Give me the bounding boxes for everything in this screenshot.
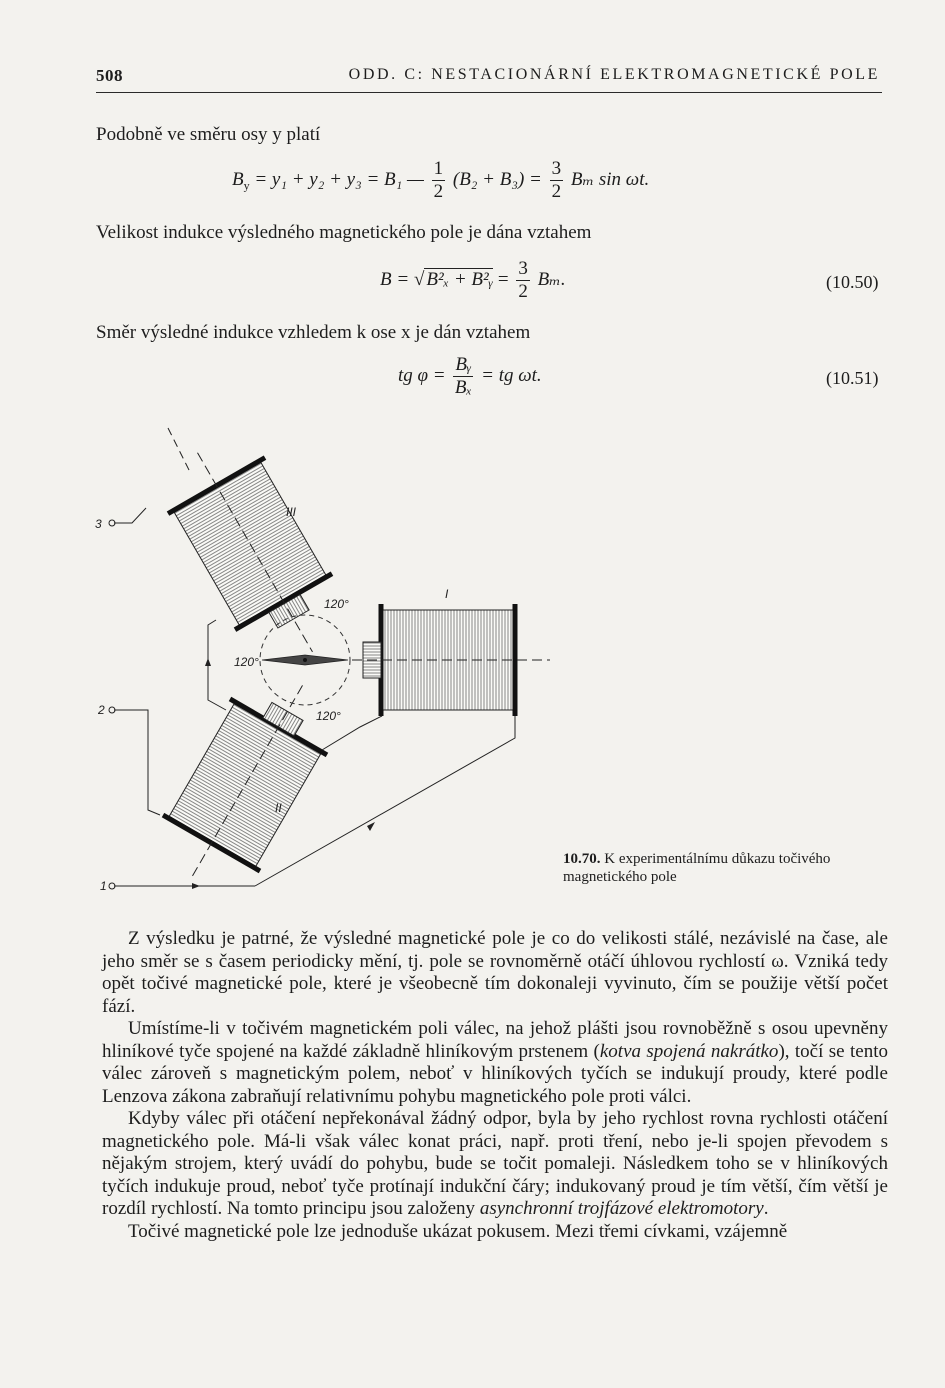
- label-angle-a: 120°: [324, 597, 349, 611]
- eq-b-frac: $\frac{3}{2}$: [518, 258, 528, 302]
- caption-number: 10.70.: [563, 851, 601, 867]
- intro-dir-text: Směr výsledné indukce vzhledem k ose x je dán vztahem: [96, 322, 531, 343]
- label-angle-c: 120°: [316, 709, 341, 723]
- body-text: [102, 928, 888, 1243]
- label-angle-b: 120°: [234, 655, 259, 669]
- label-terminal-2: 2: [98, 703, 105, 717]
- label-terminal-1: 1: [100, 879, 107, 893]
- intro-b-text: Velikost indukce výsledného magnetického pole je dána vztahem: [96, 222, 592, 243]
- page-number: 508: [96, 66, 123, 85]
- paragraph-3: Kdyby válec při otáčení nepřekonával žádný odpor, byla by jeho rychlost rovna rychlosti otáčení magnetického pole. Má-li však válec konat práci, např. proti tření, nebo je-li spojen převodem s nějakým strojem, který uvádí do pohybu, bude se točit pomaleji. Následkem toho se v hliníkových tyčích indukuje proud, neboť tyče protínají indukční čáry; indukovaný proud je tím větší, čím větší je rozdíl rychlostí. Na tomto principu jsou založeny asynchronní trojfázové elektromotory.: [102, 1108, 888, 1219]
- eq-by-rhs1: = y₁ + y₂ + y₃ = B₁ —: [254, 168, 424, 190]
- sqrt-sign: √: [413, 268, 425, 290]
- label-terminal-3: 3: [95, 517, 102, 531]
- label-coil-2: II: [275, 801, 282, 815]
- label-coil-1: I: [445, 587, 449, 601]
- eq-by-tail: Bₘ sin ωt.: [570, 168, 650, 190]
- caption-text: K experimentálnímu důkazu točivého magnetického pole: [563, 851, 831, 885]
- label-coil-3: III: [286, 505, 297, 519]
- equation-by: [232, 158, 649, 203]
- paragraph-4: Točivé magnetické pole lze jednoduše ukázat pokusem. Mezi třemi cívkami, vzájemně: [128, 1220, 788, 1242]
- eq-b-root: B²ₓ + B²ᵧ: [426, 268, 494, 290]
- coil-2: [144, 657, 351, 904]
- eq-by-mid: (B₂ + B₃) =: [452, 168, 542, 190]
- eq-by-frac2: $\frac{3}{2}$: [551, 158, 562, 202]
- three-coil-diagram: [90, 420, 650, 910]
- equation-number-10-50: (10.50): [826, 272, 879, 292]
- equation-tg: tg φ = $\frac{\text{Bᵧ}}{\text{Bₓ}}$ = tg ωt.: [398, 354, 542, 398]
- figure-caption: [563, 850, 883, 886]
- running-head-title: ODD. C: NESTACIONÁRNÍ ELEKTROMAGNETICKÉ POLE: [348, 66, 880, 83]
- eq-by-lhs-sub: y: [243, 178, 250, 193]
- equation-number-10-51: (10.51): [826, 368, 879, 388]
- equation-b: B = √ B²ₓ + B²ᵧ = $\frac{3}{2}$ Bₘ.: [380, 258, 566, 302]
- coil-1: [352, 604, 550, 716]
- coil-3: [149, 425, 361, 680]
- eq-by-frac1: $\frac{1}{2}$: [433, 158, 444, 202]
- eq-tg-frac: $\frac{\text{Bᵧ}}{\text{Bₓ}}$: [454, 354, 472, 398]
- paragraph-2: Umístíme-li v točivém magnetickém poli válec, na jehož plášti jsou rovnoběžně s osou upevněny hliníkové tyče spojené na každé základně hliníkovým prstenem (kotva spojená nakrátko), točí se tento válec zároveň s magnetickým polem, neboť v hliníkových tyčích se indukují proudy, které podle Lenzova zákona zabraňují relativnímu pohybu magnetického pole proti válci.: [102, 1018, 888, 1107]
- intro-y-text: Podobně ve směru osy y platí: [96, 124, 321, 145]
- eq-by-lhs: B: [232, 168, 244, 190]
- paragraph-1: Z výsledku je patrné, že výsledné magnetické pole je co do velikosti stálé, nezávislé na čase, ale jeho směr se s časem periodicky mění, tj. pole se rovnoměrně otáčí úhlovou rychlostí ω. Vzniká tedy opět točivé magnetické pole, které je všeobecně tím dokonaleji vyvinuto, čím se použije větší počet fází.: [102, 928, 888, 1017]
- running-header: [96, 66, 882, 93]
